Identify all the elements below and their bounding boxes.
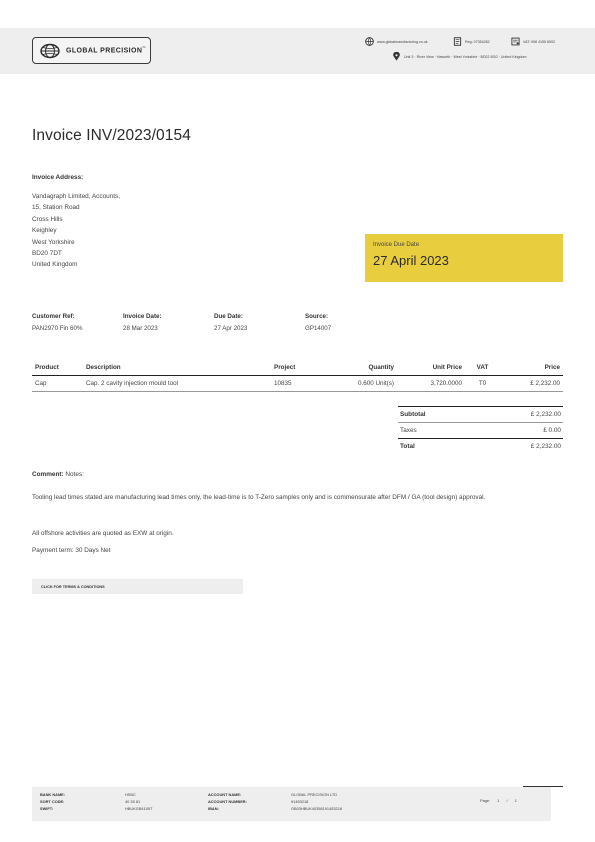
bank-details-footer: [32, 787, 551, 821]
address-line: West Yorkshire: [32, 238, 75, 246]
account-number-value: 91453218: [291, 798, 309, 804]
certificate-icon: [511, 37, 520, 46]
subtotal-value: £ 2,232.00: [474, 407, 563, 423]
col-unit-price: Unit Price: [397, 361, 465, 376]
address-line: Vandagraph Limited, Accounts,: [32, 193, 120, 200]
address-line: United Kingdom: [32, 261, 78, 269]
page-number: [480, 798, 523, 803]
source: [305, 313, 331, 332]
col-product: Product: [32, 361, 83, 376]
vat-contact: [511, 37, 555, 46]
bank-name-value: HSBC: [125, 792, 136, 797]
taxes-value: £ 0.00: [474, 423, 563, 439]
page-label: Page:: [480, 798, 491, 803]
bank-name-label: BANK NAME:: [40, 792, 66, 797]
customer-ref-value: PAN2970 Fin 60%: [32, 325, 83, 332]
customer-ref: [32, 313, 82, 332]
total-value: £ 2,232.00: [530, 443, 561, 450]
bank-values: [125, 792, 152, 812]
bank-labels: [40, 792, 65, 812]
taxes-row: [398, 423, 563, 439]
account-number-label: ACCOUNT NUMBER:: [208, 798, 247, 804]
company-logo: [32, 37, 151, 64]
address-line: Keighley: [32, 227, 57, 235]
invoice-address-block: [32, 191, 120, 271]
comment-text: Notes:: [65, 471, 84, 478]
source-label: Source:: [305, 313, 329, 320]
cell-vat: T0: [465, 376, 500, 392]
total-label: Total: [400, 443, 415, 450]
vat-text: VAT: 998 4155 6592: [523, 39, 556, 44]
page-total: 1: [514, 798, 517, 803]
col-price: Price: [500, 361, 563, 376]
due-date-box: [365, 234, 563, 282]
offshore-note: All offshore activities are quoted as EXW at origin.: [32, 530, 174, 537]
website-text[interactable]: www.globalmanufacturing.co.uk: [377, 39, 428, 44]
cell-product: Cap: [32, 376, 83, 392]
taxes-label: Taxes: [398, 423, 474, 439]
col-description: Description: [83, 361, 271, 376]
table-header-row: [32, 361, 563, 376]
cell-description: Cap. 2 cavity injection mould tool: [83, 376, 271, 392]
col-project: Project: [271, 361, 326, 376]
account-name-label: ACCOUNT NAME:: [208, 792, 242, 797]
account-labels: [208, 792, 247, 812]
due-date-meta-value: 27 Apr 2023: [214, 325, 248, 332]
iban-label: IBAN:: [208, 805, 219, 811]
account-values: [291, 792, 342, 812]
invoice-lines-table: [32, 361, 563, 392]
col-vat: VAT: [465, 361, 500, 376]
comment-label: Comment:: [32, 471, 64, 478]
source-value: GP14007: [305, 325, 332, 332]
swift-value: HBUKGB4105T: [125, 805, 153, 811]
address-text: Unit 3 · River View · Haworth · West Yorkshire · BD22 8SG · United Kingdom: [404, 54, 527, 59]
address-line: BD20 7DT: [32, 250, 62, 258]
address-line: Cross Hills: [32, 215, 63, 223]
sort-code-label: SORT CODE:: [40, 798, 65, 804]
reg-contact: [453, 37, 490, 46]
reg-text: Reg: 07354282: [465, 39, 490, 44]
due-date-meta-label: Due Date:: [214, 313, 243, 320]
website-contact[interactable]: [365, 37, 428, 46]
location-pin-icon: [392, 52, 401, 61]
cell-unit-price: 3,720.0000: [397, 376, 465, 392]
subtotal-row: [398, 407, 563, 423]
totals-table: [398, 406, 563, 454]
web-icon: [365, 37, 374, 46]
invoice-title: Invoice INV/2023/0154: [32, 127, 191, 144]
due-date-meta: [214, 313, 247, 332]
payment-term: Payment term: 30 Days Net: [32, 547, 111, 554]
swift-label: SWIFT:: [40, 805, 53, 811]
due-date-value: 27 April 2023: [373, 253, 449, 268]
address-line: 15, Station Road: [32, 204, 80, 212]
header-bar: [0, 28, 595, 74]
cell-project: 10835: [271, 376, 326, 392]
customer-ref-label: Customer Ref:: [32, 313, 75, 320]
globe-logo-icon: [39, 43, 61, 59]
document-icon: [453, 37, 462, 46]
total-row: [398, 439, 563, 455]
cell-quantity: 0.600 Unit(s): [326, 376, 397, 392]
invoice-date-label: Invoice Date:: [123, 313, 162, 320]
lead-time-note: Tooling lead times stated are manufacturing lead times only, the lead-time is to T-Zero samples only and is commensurate after DFM / GA (tool design) approval.: [32, 494, 486, 501]
subtotal-label: Subtotal: [398, 407, 474, 423]
invoice-date-value: 28 Mar 2023: [123, 325, 158, 332]
invoice-address-label: Invoice Address:: [32, 174, 84, 181]
comment-line: [32, 471, 84, 478]
page-separator: /: [506, 798, 508, 803]
invoice-date: [123, 313, 162, 332]
sort-code-value: 40 35 81: [125, 798, 141, 804]
col-quantity: Quantity: [326, 361, 397, 376]
terms-conditions-link[interactable]: CLICK FOR TERMS & CONDITIONS: [32, 579, 243, 594]
table-row: [32, 376, 563, 392]
address-contact: [392, 52, 527, 61]
cell-price: £ 2,232.00: [500, 376, 563, 392]
account-name-value: GLOBAL PRECISION LTD: [291, 792, 338, 797]
page-current: 1: [497, 798, 500, 803]
due-date-label: Invoice Due Date: [373, 242, 420, 248]
logo-text: GLOBAL PRECISION™: [66, 46, 147, 55]
iban-value: GB03HBUK40358191453218: [291, 805, 343, 811]
